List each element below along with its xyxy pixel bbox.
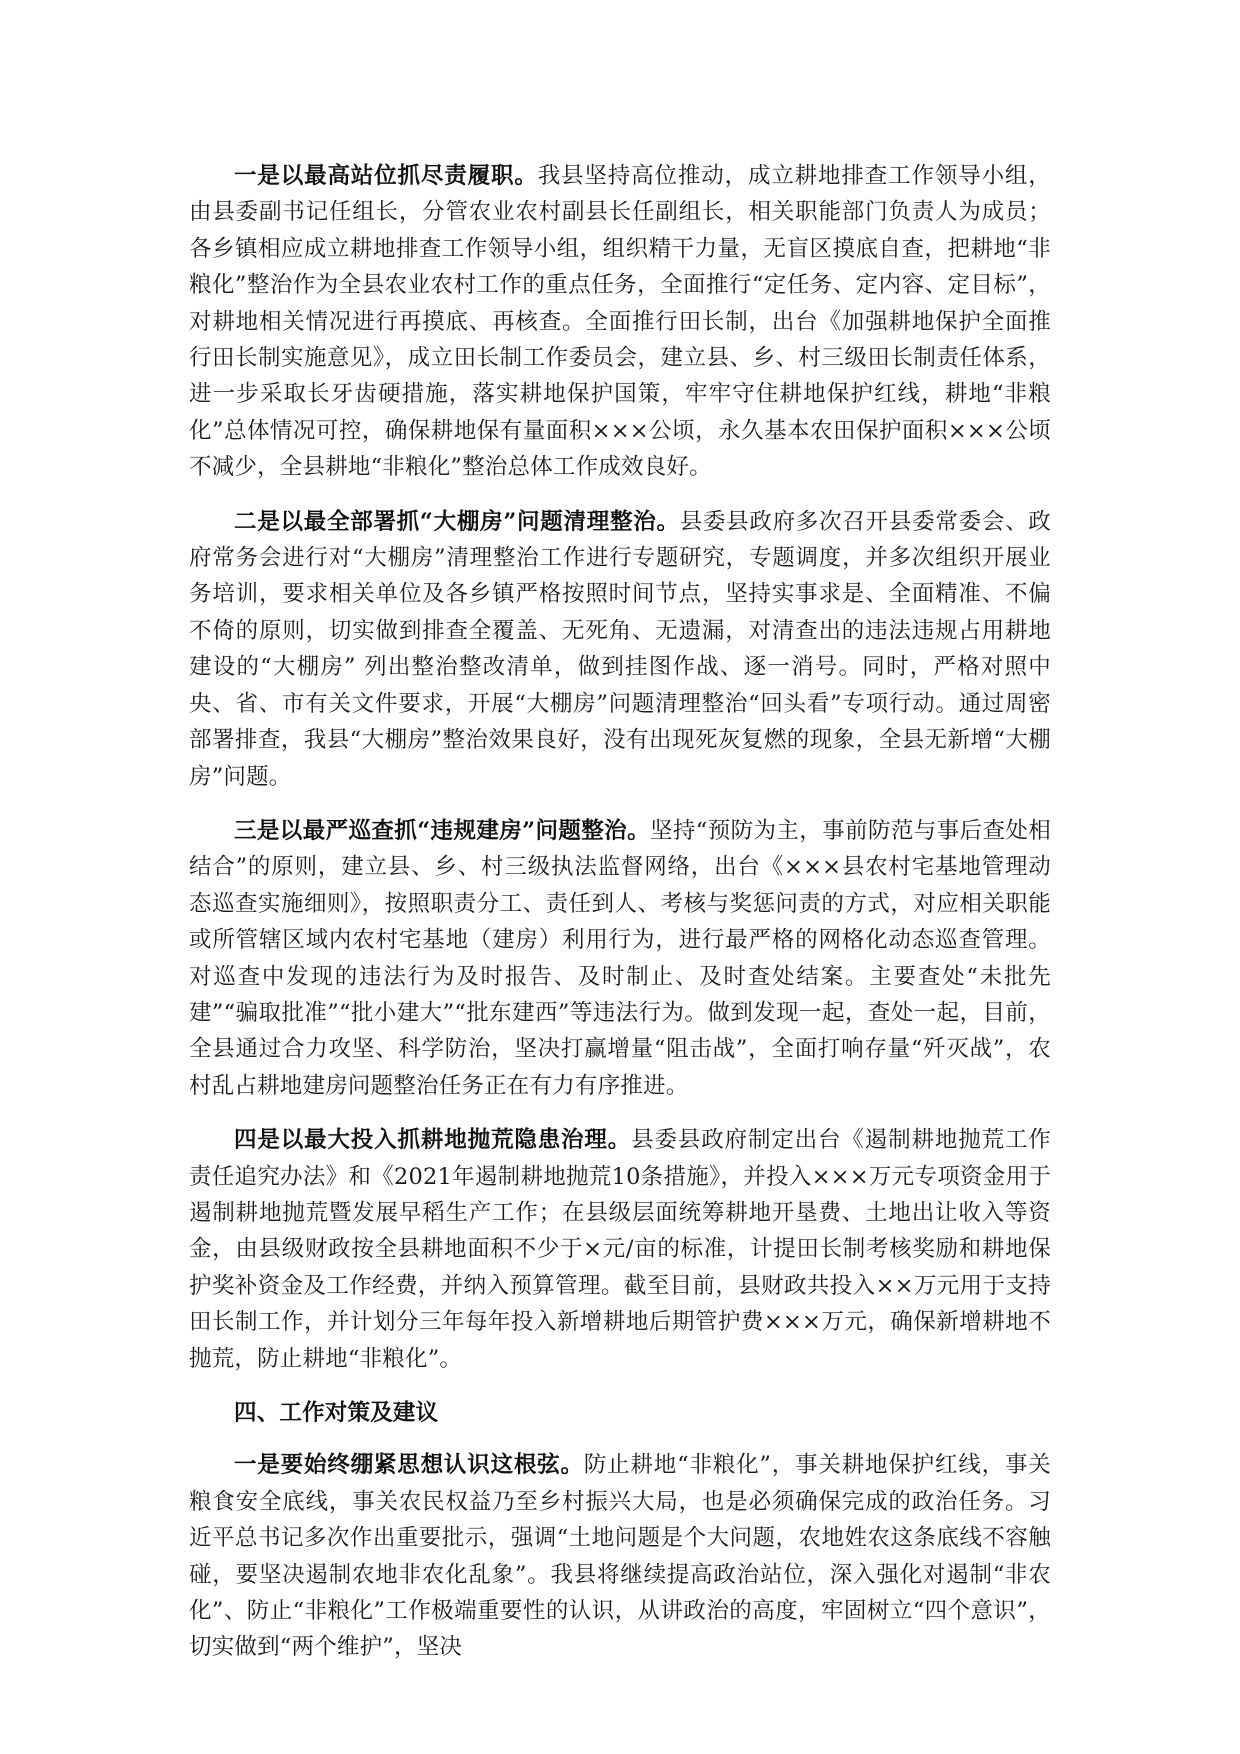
section-heading: 四、工作对策及建议	[234, 1400, 439, 1426]
paragraph-2	[189, 504, 1051, 795]
paragraph-2-body: 县委县政府多次召开县委常委会、政府常务会进行对“大棚房”清理整治工作进行专题研究，专题调度，并多次组织开展业务培训，要求相关单位及各乡镇严格按照时间节点，坚持实事求是、全面精准、不偏不倚的原则，切实做到排查全覆盖、无死角、无遗漏，对清查出的违法违规占用耕地建设的“大棚房” 列出整治整改清单，做到挂图作战、逐一消号。同时，严格对照中央、省、市有关文件要求，开展“大棚房”问题清理整治“回头看”专项行动。通过周密部署排查，我县“大棚房”整治效果良好，没有出现死灰复燃的现象，全县无新增“大棚房”问题。	[189, 508, 1052, 790]
paragraph-4-body: 县委县政府制定出台《遏制耕地抛荒工作责任追究办法》和《2021年遏制耕地抛荒10条措施》，并投入×××万元专项资金用于遏制耕地抛荒暨发展早稻生产工作；在县级层面统筹耕地开垦费、土地出让收入等资金，由县级财政按全县耕地面积不少于×元/亩的标准，计提田长制考核奖励和耕地保护奖补资金及工作经费，并纳入预算管理。截至目前，县财政共投入××万元用于支持田长制工作，并计划分三年每年投入新增耕地后期管护费×××万元，确保新增耕地不抛荒，防止耕地“非粮化”。	[189, 1127, 1051, 1372]
paragraph-1	[189, 158, 1051, 486]
paragraph-3	[189, 813, 1051, 1104]
section-paragraph-lead: 一是要始终绷紧思想认识这根弦。	[234, 1452, 584, 1479]
paragraph-2-lead: 二是以最全部署抓“大棚房”问题清理整治。	[234, 508, 680, 535]
section-paragraph	[189, 1447, 1051, 1665]
document-body	[189, 158, 1051, 1684]
paragraph-3-lead: 三是以最严巡查抓“违规建房”问题整治。	[234, 817, 650, 844]
paragraph-1-lead: 一是以最高站位抓尽责履职。	[234, 163, 538, 189]
paragraph-1-body: 我县坚持高位推动，成立耕地排查工作领导小组，由县委副书记任组长，分管农业农村副县长任副组长，相关职能部门负责人为成员；各乡镇相应成立耕地排查工作领导小组，组织精干力量，无盲区摸底自查，把耕地“非粮化”整治作为全县农业农村工作的重点任务，全面推行“定任务、定内容、定目标”，对耕地相关情况进行再摸底、再核查。全面推行田长制，出台《加强耕地保护全面推行田长制实施意见》，成立田长制工作委员会，建立县、乡、村三级田长制责任体系，进一步采取长牙齿硬措施，落实耕地保护国策，牢牢守住耕地保护红线，耕地“非粮化”总体情况可控，确保耕地保有量面积×××公顷，永久基本农田保护面积×××公顷不减少，全县耕地“非粮化”整治总体工作成效良好。	[189, 163, 1051, 481]
paragraph-3-body: 坚持“预防为主，事前防范与事后查处相结合”的原则，建立县、乡、村三级执法监督网络，出台《×××县农村宅基地管理动态巡查实施细则》，按照职责分工、责任到人、考核与奖惩问责的方式，对应相关职能或所管辖区域内农村宅基地（建房）利用行为，进行最严格的网格化动态巡查管理。对巡查中发现的违法行为及时报告、及时制止、及时查处结案。主要查处“未批先建”“骗取批准”“批小建大”“批东建西”等违法行为。做到发现一起，查处一起，目前，全县通过合力攻坚、科学防治，坚决打赢增量“阻击战”，全面打响存量“歼灭战”，农村乱占耕地建房问题整治任务正在有力有序推进。	[189, 817, 1052, 1099]
section-paragraph-body: 防止耕地“非粮化”，事关耕地保护红线，事关粮食安全底线，事关农民权益乃至乡村振兴大局，也是必须确保完成的政治任务。习近平总书记多次作出重要批示，强调“土地问题是个大问题，农地姓农这条底线不容触碰，要坚决遏制农地非农化乱象”。我县将继续提高政治站位，深入强化对遏制“非农化”、防止“非粮化”工作极端重要性的认识，从讲政治的高度，牢固树立“四个意识”，切实做到“两个维护”，坚决	[189, 1452, 1051, 1661]
paragraph-4-lead: 四是以最大投入抓耕地抛荒隐患治理。	[234, 1127, 632, 1154]
paragraph-4	[189, 1122, 1051, 1377]
